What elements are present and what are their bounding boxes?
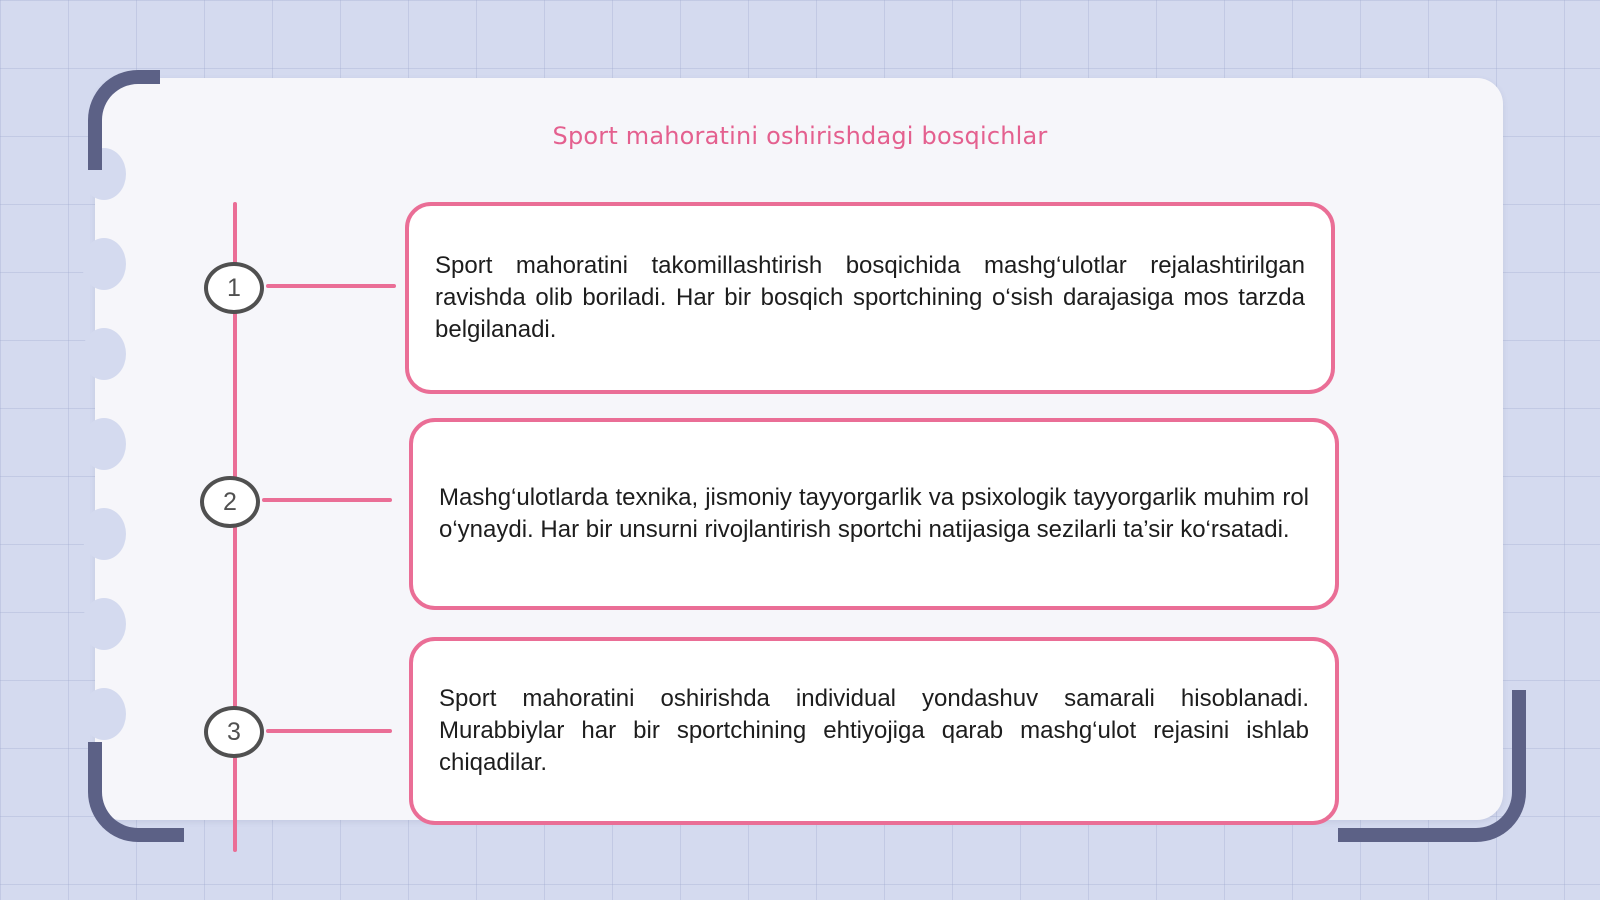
paper-scallop <box>82 598 126 650</box>
step-number-badge <box>200 476 260 528</box>
step-text: Sport mahoratini takomillashtirish bosqichida mashg‘ulotlar rejalashtirilgan ravishda olib boriladi. Har bir bosqich sportchining o‘sish darajasiga mos tarzda belgilanadi. <box>435 252 1305 343</box>
paper-scallop <box>82 418 126 470</box>
step-number: 3 <box>227 717 241 746</box>
step-connector <box>266 284 396 288</box>
step-card <box>405 202 1335 394</box>
step-number: 2 <box>223 487 237 516</box>
step-number-badge <box>204 706 264 758</box>
paper-scallop <box>82 238 126 290</box>
paper-scallop <box>82 328 126 380</box>
step-card <box>409 418 1339 610</box>
step-number-badge <box>204 262 264 314</box>
corner-bracket-top-left <box>88 70 160 170</box>
paper-scallop <box>82 688 126 740</box>
slide-title: Sport mahoratini oshirishdagi bosqichlar <box>552 122 1048 150</box>
step-card <box>409 637 1339 825</box>
corner-bracket-bottom-left <box>88 742 184 842</box>
step-connector <box>262 498 392 502</box>
step-text: Sport mahoratini oshirishda individual yondashuv samarali hisoblanadi. Murabbiylar har bir sportchining ehtiyojiga qarab mashg‘ulot rejasini ishlab chiqadilar. <box>439 685 1309 776</box>
step-number: 1 <box>227 273 241 302</box>
corner-bracket-bottom-right <box>1338 690 1526 842</box>
paper-scallop <box>82 508 126 560</box>
step-connector <box>266 729 392 733</box>
step-text: Mashg‘ulotlarda texnika, jismoniy tayyorgarlik va psixologik tayyorgarlik muhim rol o‘ynaydi. Har bir unsurni rivojlantirish sportchi natijasiga sezilarli ta’sir ko‘rsatadi. <box>439 484 1309 543</box>
